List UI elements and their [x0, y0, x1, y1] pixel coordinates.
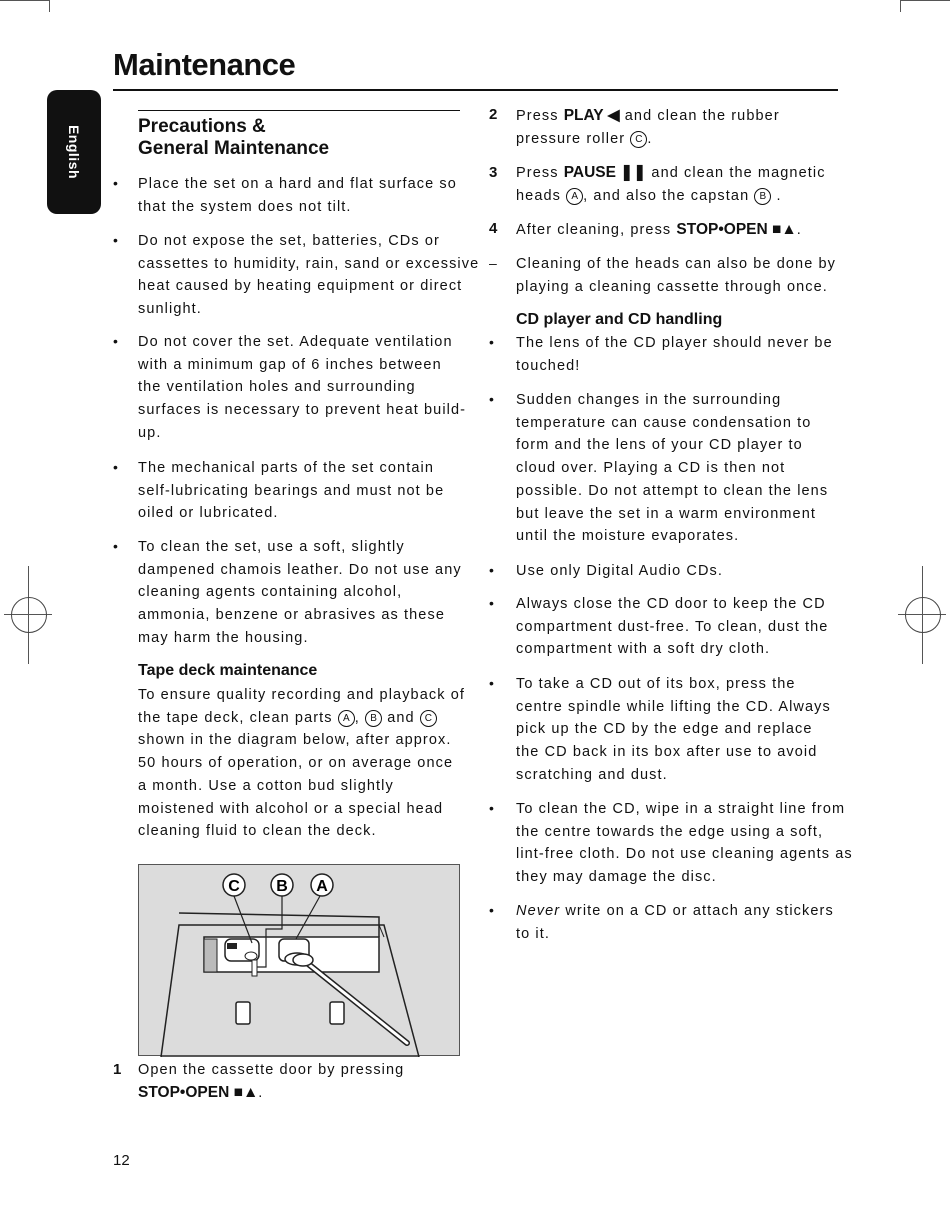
list-item: Do not cover the set. Adequate ventilation with a minimum gap of 6 inches between the ventilation holes and surrounding surfaces is necessary to prevent heat build- up.: [138, 334, 467, 441]
pause-key: PAUSE ❚❚: [563, 164, 647, 181]
label-a: A: [316, 878, 328, 895]
part-a-marker: A: [338, 710, 355, 727]
part-c-marker: C: [420, 710, 437, 727]
bullet-icon: •: [489, 562, 494, 578]
never-emphasis: Never: [516, 903, 561, 919]
list-item: To take a CD out of its box, press the centre spindle while lifting the CD. Always pick up the CD by the edge and replace the CD back in its box after use to avoid scratching and dust.: [516, 676, 831, 783]
part-c-marker: C: [630, 131, 647, 148]
bullet-icon: •: [113, 232, 118, 248]
language-tab-label: English: [66, 124, 82, 180]
bullet-icon: •: [489, 595, 494, 611]
page-number: 12: [113, 1152, 130, 1169]
registration-mark-left-circle: [11, 597, 47, 633]
stop-open-key: STOP•OPEN ■▲: [676, 221, 797, 238]
list-item: Use only Digital Audio CDs.: [516, 563, 723, 579]
play-key: PLAY ◀: [563, 107, 620, 124]
tape-deck-diagram: [138, 864, 460, 1056]
crop-mark-top-right: [900, 0, 950, 1]
bullet-icon: •: [489, 675, 494, 691]
dash-icon: –: [489, 255, 497, 271]
section-rule: [138, 110, 460, 111]
crop-mark-top-left: [0, 0, 50, 1]
crop-mark-top-right-v: [900, 0, 901, 12]
bullet-icon: •: [113, 333, 118, 349]
step-4-text: After cleaning, press STOP•OPEN ■▲.: [516, 221, 802, 238]
part-b-marker: B: [754, 188, 771, 205]
bullet-icon: •: [113, 538, 118, 554]
list-item: To clean the CD, wipe in a straight line from the centre towards the edge using a soft, lint-free cloth. Do not use cleaning agents as they may damage the disc.: [516, 801, 853, 886]
list-item: The mechanical parts of the set contain self-lubricating bearings and must not be oiled or lubricated.: [138, 460, 445, 522]
list-item: The lens of the CD player should never be touched!: [516, 335, 833, 374]
step-3-number: 3: [489, 164, 498, 181]
list-item: Always close the CD door to keep the CD compartment dust-free. To clean, dust the compartment with a soft dry cloth.: [516, 596, 829, 658]
list-item: Sudden changes in the surrounding temperature can cause condensation to form and the lens of your CD player to cloud over. Playing a CD is then not possible. Do not attempt to clean the lens but leave the set in a warm environment until the moisture evaporates.: [516, 392, 829, 545]
dash-note: Cleaning of the heads can also be done by playing a cleaning cassette through once.: [516, 256, 836, 295]
step-2-text: Press PLAY ◀ and clean the rubber pressure roller C .: [516, 107, 780, 147]
step-2-number: 2: [489, 106, 498, 123]
section-title: Precautions & General Maintenance: [138, 116, 330, 159]
list-item: Place the set on a hard and flat surface so that the system does not tilt.: [138, 176, 457, 215]
stop-open-key: STOP•OPEN ■▲: [138, 1083, 259, 1101]
step-1-number: 1: [113, 1061, 122, 1078]
tape-deck-illustration: [139, 865, 461, 1057]
page-title: Maintenance: [113, 47, 296, 82]
label-b: B: [276, 878, 288, 895]
cd-heading: CD player and CD handling: [516, 311, 723, 328]
step-3-text: Press PAUSE ❚❚ and clean the magnetic heads A , and also the capstan B .: [516, 164, 826, 204]
list-item: To clean the set, use a soft, slightly dampened chamois leather. Do not use any cleaning agents containing alcohol, ammonia, benzene or abrasives as these may harm the housing.: [138, 539, 462, 646]
tape-deck-heading: Tape deck maintenance: [138, 662, 318, 679]
bullet-icon: •: [113, 175, 118, 191]
bullet-icon: •: [489, 800, 494, 816]
step-1-text: Open the cassette door by pressing STOP•OPEN ■▲.: [138, 1062, 405, 1101]
label-c: C: [228, 878, 240, 895]
part-a-marker: A: [566, 188, 583, 205]
part-b-marker: B: [365, 710, 382, 727]
crop-mark-top-left-v: [49, 0, 50, 12]
step-4-number: 4: [489, 220, 498, 237]
bullet-icon: •: [489, 334, 494, 350]
registration-mark-right-circle: [905, 597, 941, 633]
bullet-icon: •: [489, 902, 494, 918]
bullet-icon: •: [113, 459, 118, 475]
list-item: Never write on a CD or attach any stickers to it.: [516, 903, 834, 942]
list-item: Do not expose the set, batteries, CDs or cassettes to humidity, rain, sand or excessive heat caused by heating equipment or direct sunlight.: [138, 233, 480, 318]
bullet-icon: •: [489, 391, 494, 407]
language-tab: [47, 90, 101, 214]
title-rule: [113, 89, 838, 91]
tape-deck-paragraph: To ensure quality recording and playback of the tape deck, clean parts A , B and C shown in the diagram below, after approx. 50 hours of operation, or on average once a month. Use a cotton bud slightly moistened with alcohol or a special head cleaning fluid to clean the deck.: [138, 687, 465, 840]
